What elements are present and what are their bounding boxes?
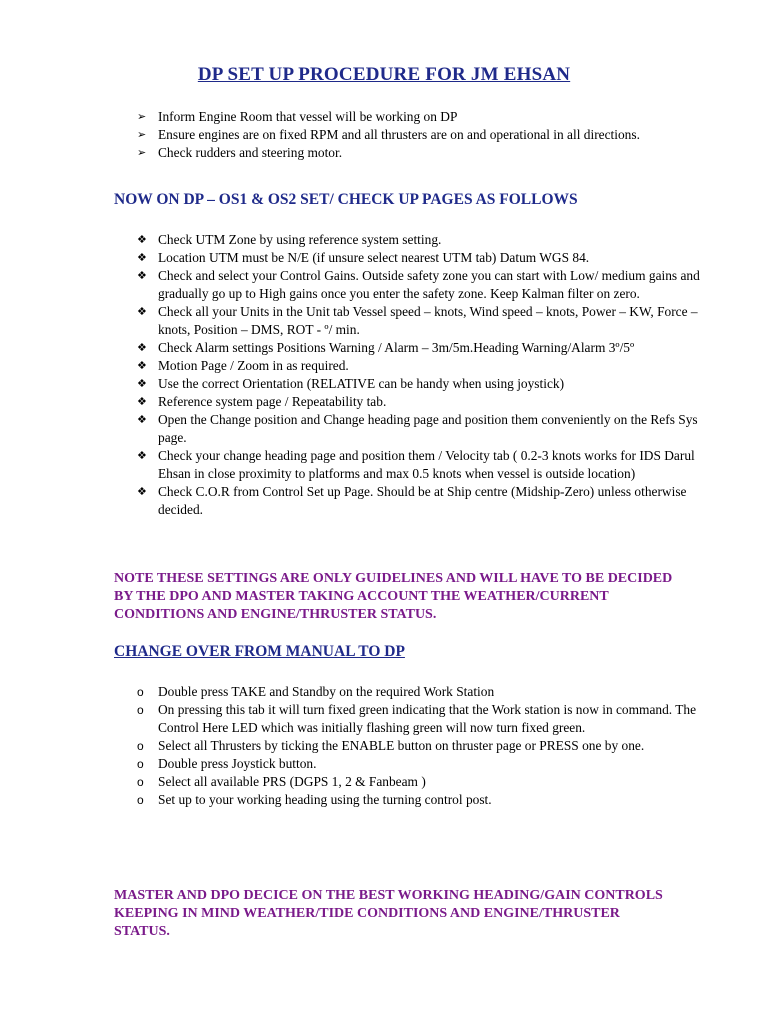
check-list-item	[0, 447, 768, 483]
bullet-icon: ❖	[137, 233, 147, 246]
check-list-item	[0, 303, 768, 339]
intro-list-item	[0, 108, 768, 126]
bullet-icon: ❖	[137, 359, 147, 372]
bullet-icon: o	[137, 739, 144, 753]
list-item-text: Reference system page / Repeatability tab.	[158, 394, 387, 409]
document-title: DP SET UP PROCEDURE FOR JM EHSAN	[197, 64, 571, 85]
changeover-list-item	[0, 737, 768, 755]
check-list-item	[0, 375, 768, 393]
bullet-icon: o	[137, 685, 144, 699]
list-item-text: Set up to your working heading using the turning control post.	[158, 792, 492, 807]
bullet-icon: o	[137, 793, 144, 807]
list-item-text: Open the Change position and Change heading page and position them conveniently on the Refs Sys page.	[158, 412, 698, 445]
list-item-text: Select all available PRS (DGPS 1, 2 & Fanbeam )	[158, 774, 426, 789]
check-list-item	[0, 339, 768, 357]
bullet-icon: ❖	[137, 341, 147, 354]
list-item-text: Ensure engines are on fixed RPM and all thrusters are on and operational in all directions.	[158, 127, 640, 142]
check-list-item	[0, 249, 768, 267]
list-item-text: Check Alarm settings Positions Warning / Alarm – 3m/5m.Heading Warning/Alarm 3º/5º	[158, 340, 635, 355]
list-item-text: On pressing this tab it will turn fixed green indicating that the Work station is now in command. The Control Here LED which was initially flashing green will now turn fixed green.	[158, 702, 697, 735]
list-item-text: Motion Page / Zoom in as required.	[158, 358, 349, 373]
section1-list	[0, 231, 768, 519]
intro-list-item	[0, 126, 768, 144]
bullet-icon: o	[137, 757, 144, 771]
bullet-icon: ➢	[137, 146, 147, 159]
bullet-icon: ❖	[137, 251, 147, 264]
list-item-text: Double press Joystick button.	[158, 756, 317, 771]
check-list-item	[0, 357, 768, 375]
list-item-text: Check your change heading page and position them / Velocity tab ( 0.2-3 knots works for IDS Darul Ehsan in close proximity to platforms and max 0.5 knots when vessel is outside location)	[158, 448, 695, 481]
list-item-text: Check UTM Zone by using reference system setting.	[158, 232, 442, 247]
bullet-icon: ❖	[137, 377, 147, 390]
bullet-icon: ❖	[137, 395, 147, 408]
bullet-icon: o	[137, 775, 144, 789]
list-item-text: Check C.O.R from Control Set up Page. Should be at Ship centre (Midship-Zero) unless otherwise decided.	[158, 484, 687, 517]
list-item-text: Check all your Units in the Unit tab Vessel speed – knots, Wind speed – knots, Power – KW, Force – knots, Position – DMS, ROT - º/ min.	[158, 304, 698, 337]
bullet-icon: ➢	[137, 128, 147, 141]
bullet-icon: ❖	[137, 449, 147, 462]
check-list-item	[0, 393, 768, 411]
section2-heading: CHANGE OVER FROM MANUAL TO DP	[114, 643, 405, 660]
check-list-item	[0, 231, 768, 249]
note-guidelines: NOTE THESE SETTINGS ARE ONLY GUIDELINES AND WILL HAVE TO BE DECIDED BY THE DPO AND MASTER TAKING ACCOUNT THE WEATHER/CURRENT CONDITIONS AND ENGINE/THRUSTER STATUS.	[114, 571, 673, 622]
bullet-icon: ➢	[137, 110, 147, 123]
changeover-list-item	[0, 701, 768, 737]
list-item-text: Inform Engine Room that vessel will be working on DP	[158, 109, 458, 124]
bullet-icon: o	[137, 703, 144, 717]
check-list-item	[0, 411, 768, 447]
bullet-icon: ❖	[137, 413, 147, 426]
list-item-text: Check rudders and steering motor.	[158, 145, 343, 160]
changeover-list-item	[0, 683, 768, 701]
changeover-list-item	[0, 791, 768, 809]
check-list-item	[0, 267, 768, 303]
intro-list	[0, 108, 768, 162]
note-master-dpo: MASTER AND DPO DECICE ON THE BEST WORKING HEADING/GAIN CONTROLS KEEPING IN MIND WEATHER/TIDE CONDITIONS AND ENGINE/THRUSTER STATUS.	[114, 888, 663, 939]
bullet-icon: ❖	[137, 269, 147, 282]
section2-list	[0, 683, 768, 809]
list-item-text: Select all Thrusters by ticking the ENABLE button on thruster page or PRESS one by one.	[158, 738, 645, 753]
section1-heading: NOW ON DP – OS1 & OS2 SET/ CHECK UP PAGES AS FOLLOWS	[114, 191, 578, 208]
list-item-text: Check and select your Control Gains. Outside safety zone you can start with Low/ medium gains and gradually go up to High gains once you enter the safety zone. Keep Kalman filter on zero.	[158, 268, 700, 301]
list-item-text: Location UTM must be N/E (if unsure select nearest UTM tab) Datum WGS 84.	[158, 250, 590, 265]
changeover-list-item	[0, 773, 768, 791]
list-item-text: Use the correct Orientation (RELATIVE can be handy when using joystick)	[158, 376, 565, 391]
bullet-icon: ❖	[137, 485, 147, 498]
changeover-list-item	[0, 755, 768, 773]
bullet-icon: ❖	[137, 305, 147, 318]
list-item-text: Double press TAKE and Standby on the required Work Station	[158, 684, 495, 699]
intro-list-item	[0, 144, 768, 162]
check-list-item	[0, 483, 768, 519]
